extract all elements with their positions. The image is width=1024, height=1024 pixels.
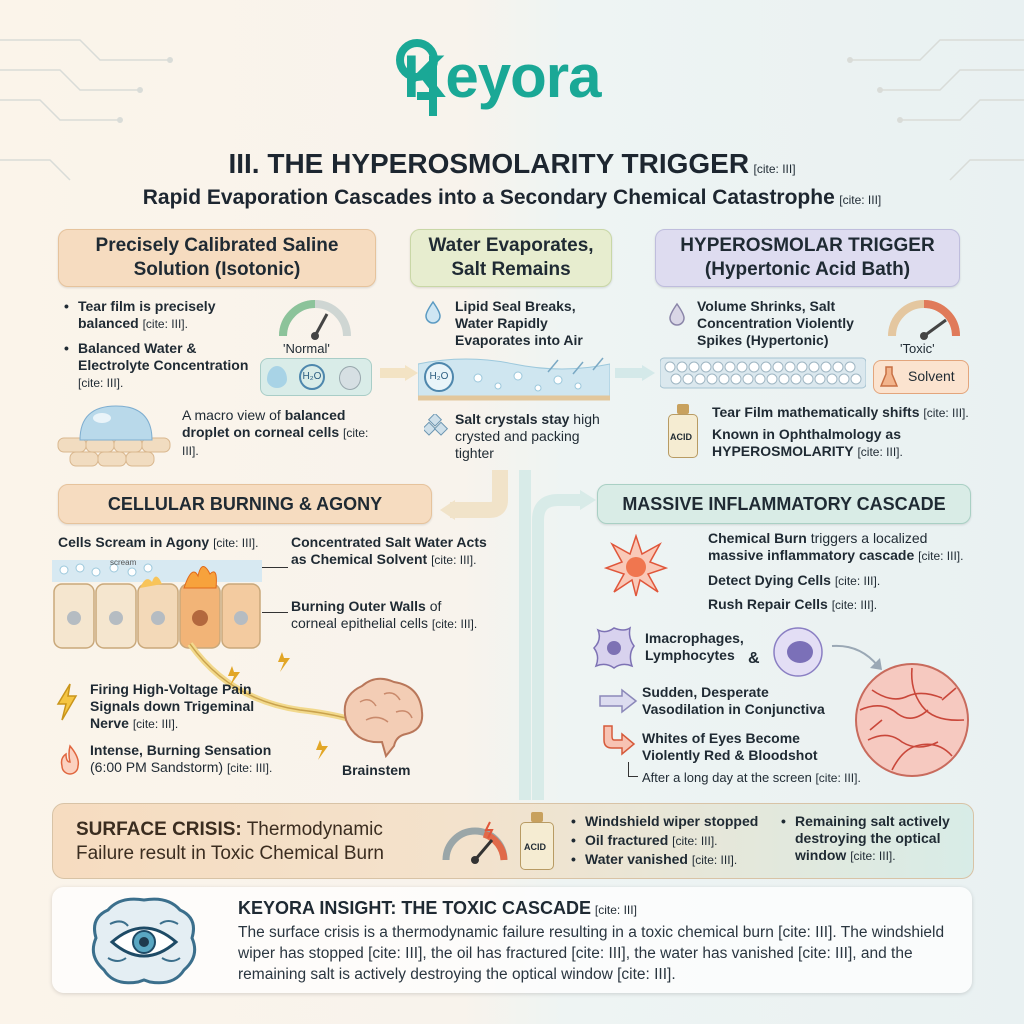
inflam-text-3 [708, 596, 877, 614]
inflam-text-3-main: Rush Repair Cells [708, 596, 828, 612]
saline-bullet-2-text: Balanced Water & Electrolyte Concentration [78, 340, 249, 373]
burn-salt-cite: [cite: III]. [431, 553, 477, 567]
normal-gauge-icon [275, 296, 355, 342]
toxic-gauge-icon [884, 296, 964, 342]
burn-intense-cite: [cite: III]. [226, 761, 273, 775]
hyper-text-2-cite: [cite: III]. [923, 406, 969, 420]
burn-walls [291, 598, 486, 633]
droplet-icon [267, 366, 287, 388]
insight-title-cite: [cite: III] [594, 903, 637, 917]
hyper-text-3b: HYPEROSMOLARITY [712, 443, 854, 459]
evap-h2o-icon: H₂O [424, 362, 454, 392]
insight-body: The surface crisis is a thermodynamic failure resulting in a toxic chemical burn [cite: III]. The windshield wiper has stopped [cite: III], the oil has fractured [cite: III], the water has vanished [cite: III], and the remaining salt is actively destroying the optical window [cite: III]. [238, 924, 945, 983]
subtitle-text: Rapid Evaporation Cascades into a Secondary Chemical Catastrophe [142, 186, 835, 209]
crisis-label [76, 818, 426, 866]
brain-eye-icon [88, 894, 200, 988]
macro-caption-cite: [cite: III]. [182, 426, 369, 458]
saline-bullet-2 [78, 340, 253, 392]
page-subtitle [0, 186, 1024, 210]
scream-bubble: scream [110, 558, 137, 567]
crisis-label-a: SURFACE CRISIS: [76, 819, 242, 840]
balance-icons [260, 358, 372, 396]
burn-pain-cite: [cite: III]. [132, 717, 179, 731]
burn-intense-b: (6:00 PM Sandstorm) [90, 759, 224, 775]
chemical-burn-burst-icon [604, 534, 668, 598]
inflam-text-2-main: Detect Dying Cells [708, 572, 831, 588]
solvent-badge [873, 360, 969, 394]
macro-caption [182, 407, 382, 460]
insight-title-text: KEYORA INSIGHT: THE TOXIC CASCADE [238, 898, 592, 918]
red-curve-arrow-icon [596, 722, 636, 756]
saline-header: Precisely Calibrated Saline Solution (Isotonic) [58, 229, 376, 287]
crisis-bullet-3 [585, 851, 785, 869]
inflam-text-7-main: After a long day at the screen [642, 770, 812, 785]
inflam-text-7-cite: [cite: III]. [815, 771, 861, 785]
crisis-bullet-3-text: Water vanished [585, 851, 688, 867]
crisis-bullet-3-cite: [cite: III]. [691, 853, 738, 867]
droplet-on-cells-illustration [56, 396, 174, 468]
hyper-header: HYPEROSMOLAR TRIGGER (Hypertonic Acid Bath) [655, 229, 960, 287]
burn-salt-text: Concentrated Salt Water Acts as Chemical Solvent [291, 534, 487, 567]
hyper-text-3a: Known in Ophthalmology as [712, 426, 901, 442]
evap-text-2b: high crysted and packing tighter [455, 411, 600, 461]
inflam-text-1 [708, 530, 1008, 565]
crisis-acid-label: ACID [524, 842, 546, 852]
toxic-gauge-label: 'Toxic' [900, 341, 935, 356]
brain-icon [336, 672, 428, 758]
saline-bullet-2-cite: [cite: III]. [78, 376, 124, 390]
hyper-text-1: Volume Shrinks, Salt Concentration Violently Spikes (Hypertonic) [697, 298, 854, 348]
insight-title [238, 900, 938, 919]
inflam-text-1a: Chemical Burn [708, 530, 807, 546]
burn-header: CELLULAR BURNING & AGONY [58, 484, 432, 524]
hyper-text-3-cite: [cite: III]. [857, 445, 903, 459]
inflam-text-5: Sudden, Desperate Vasodilation in Conjunctiva [642, 684, 825, 717]
lymphocyte-icon [772, 626, 824, 678]
acid-bottle-icon [668, 404, 698, 458]
inflam-header: MASSIVE INFLAMMATORY CASCADE [597, 484, 971, 524]
water-drop-icon [424, 300, 442, 324]
hyper-text-3 [712, 426, 942, 461]
hyper-text-2 [712, 404, 1012, 422]
burn-walls-a: Burning Outer Walls [291, 598, 426, 614]
inflam-text-2 [708, 572, 880, 590]
vasodilation-arrow-icon [598, 688, 638, 714]
salt-crystal-icon [339, 366, 361, 390]
inflam-text-4: Imacrophages, Lymphocytes [645, 630, 744, 663]
leader-line-salt [262, 567, 288, 568]
inflam-text-7 [642, 769, 902, 787]
burn-intense-text: Intense, Burning Sensation [90, 742, 272, 758]
burn-pain-text: Firing High-Voltage Pain Signals down Trigeminal Nerve [90, 681, 255, 731]
concentrated-drop-icon [668, 302, 686, 326]
brand-logo [395, 32, 635, 112]
inflam-text-1b: triggers a localized [810, 530, 928, 546]
crisis-bullet-1: • Windshield wiper stopped [585, 813, 785, 830]
burn-walls-b: of corneal epithelial cells [291, 598, 442, 631]
crisis-bullet-4 [795, 813, 967, 865]
subtitle-cite: [cite: III] [839, 193, 882, 207]
inflam-text-1c: massive inflammatory cascade [708, 547, 915, 563]
saline-bullet-1 [78, 298, 248, 333]
solvent-label: Solvent [908, 368, 955, 384]
hyper-text-2-main: Tear Film mathematically shifts [712, 404, 920, 420]
broken-gauge-icon [440, 816, 510, 868]
inflam-text-1-cite: [cite: III]. [918, 549, 964, 563]
salt-crystal-cluster-icon [424, 414, 448, 436]
burn-walls-cite: [cite: III]. [431, 617, 478, 631]
evap-text-1: Lipid Seal Breaks, Water Rapidly Evaporates into Air [455, 298, 583, 348]
burn-scream [58, 534, 298, 552]
leader-line-screen-h [628, 776, 638, 777]
brainstem-label: Brainstem [342, 762, 411, 778]
burning-cells-illustration [52, 556, 262, 652]
burn-salt [291, 534, 491, 569]
crisis-bullet-4-text: Remaining salt actively destroying the optical window [795, 813, 950, 863]
crisis-bullet-2-cite: [cite: III]. [672, 834, 718, 848]
saline-bullet-1-cite: [cite: III]. [142, 317, 188, 331]
macrophage-icon [590, 624, 638, 672]
brand-name: Keyora [403, 43, 601, 110]
acid-bottle-label: ACID [670, 432, 692, 442]
crisis-bullet-2 [585, 832, 785, 850]
inflam-text-2-cite: [cite: III]. [834, 574, 881, 588]
lightning-icon [54, 682, 80, 722]
page-title [0, 148, 1024, 180]
crisis-label-b: Thermodynamic Failure result in Toxic Chemical Burn [76, 819, 384, 864]
burn-pain [90, 681, 280, 733]
bloodshot-eye-illustration [852, 660, 972, 780]
flask-icon [880, 366, 898, 388]
packed-salt-illustration [660, 356, 866, 392]
flame-icon [58, 744, 82, 776]
crisis-acid-bottle-icon [520, 812, 554, 870]
burn-scream-cite: [cite: III]. [213, 536, 259, 550]
leader-line-screen [628, 762, 629, 776]
leader-line-walls [262, 612, 288, 613]
h2o-icon: H₂O [299, 364, 325, 390]
burn-scream-text: Cells Scream in Agony [58, 534, 210, 550]
macro-caption-a: A macro view of [182, 407, 281, 423]
crisis-bullet-2-text: Oil fractured [585, 832, 669, 848]
title-cite: [cite: III] [753, 162, 796, 176]
title-main: III. THE HYPEROSMOLARITY TRIGGER [228, 148, 750, 179]
burn-intense [90, 742, 330, 777]
evap-text-2a: Salt crystals stay [455, 411, 570, 427]
evap-text-2 [455, 411, 605, 462]
normal-gauge-label: 'Normal' [283, 341, 330, 356]
evap-header: Water Evaporates, Salt Remains [410, 229, 612, 287]
crisis-bullet-4-cite: [cite: III]. [850, 849, 896, 863]
inflam-text-6: Whites of Eyes Become Violently Red & Bloodshot [642, 730, 818, 763]
inflam-text-3-cite: [cite: III]. [831, 598, 878, 612]
inflam-text-4-amp: & [748, 650, 760, 667]
saline-bullet-1-text: Tear film is precisely balanced [78, 298, 216, 331]
macro-caption-b: balanced droplet on corneal cells [182, 407, 346, 440]
